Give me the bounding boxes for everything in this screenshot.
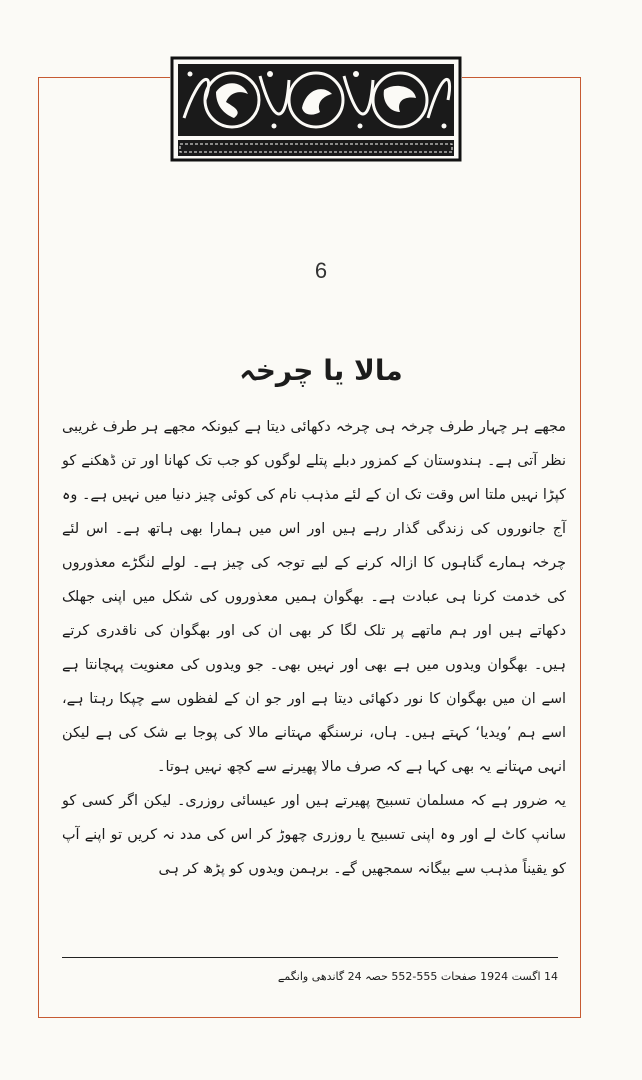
- ornamental-header-icon: [170, 56, 462, 162]
- chapter-title: مالا یا چرخہ: [239, 354, 403, 387]
- chapter-number: 6: [314, 258, 328, 283]
- body-text: [62, 410, 566, 886]
- paragraph: یہ ضرور ہے کہ مسلمان تسبیح پھیرتے ہیں اور عیسائی روزری۔ لیکن اگر کسی کو سانپ کاٹ لے اور وہ اپنی تسبیح یا روزری چھوڑ کر اس کی مدد نہ کریں تو اپنے آپ کو یقیناً مذہب سے بیگانہ سمجھیں گے۔ برہمن ویدوں کو پڑھ کر ہی: [62, 793, 566, 877]
- footnote-divider: [62, 957, 558, 958]
- footnote: 14 اگست 1924 صفحات 555-552 حصہ 24 گاندھی وانگمے: [277, 970, 558, 983]
- paragraph: مجھے ہر چہار طرف چرخہ ہی چرخہ دکھائی دیتا ہے کیونکہ مجھے ہر طرف غریبی نظر آتی ہے۔ ہندوستان کے کمزور دبلے پتلے لوگوں کو جب تک کھانا اور تن ڈھکنے کو کپڑا نہیں ملتا اس وقت تک ان کے لئے مذہب نام کی کوئی چیز دنیا میں نہیں ہے۔ وہ آج جانوروں کی زندگی گذار رہے ہیں اور اس میں ہمارا بھی ہاتھ ہے۔ اس لئے چرخہ ہمارے گناہوں کا ازالہ کرنے کے لیے توجہ کی چیز ہے۔ لولے لنگڑے معذوروں کی خدمت کرنا ہی عبادت ہے۔ بھگوان ہمیں معذوروں کی شکل میں اپنی جھلک دکھاتے ہیں اور ہم ماتھے پر تلک لگا کر بھی ان کی اور بھگوان کی ناقدری کرتے ہیں۔ بھگوان ویدوں میں ہے بھی اور نہیں بھی۔ جو ویدوں کی معنویت پہچانتا ہے اسے ان میں بھگوان کا نور دکھائی دیتا ہے اور جو ان کے لفظوں سے چپکا رہتا ہے، اسے ہم ’ویدیا‘ کہتے ہیں۔ ہاں، نرسنگھ مہتانے مالا کی پوجا بے شک کی ہے لیکن انہی مہتانے یہ بھی کہا ہے کہ صرف مالا پھیرنے سے کچھ نہیں ہوتا۔: [62, 419, 566, 775]
